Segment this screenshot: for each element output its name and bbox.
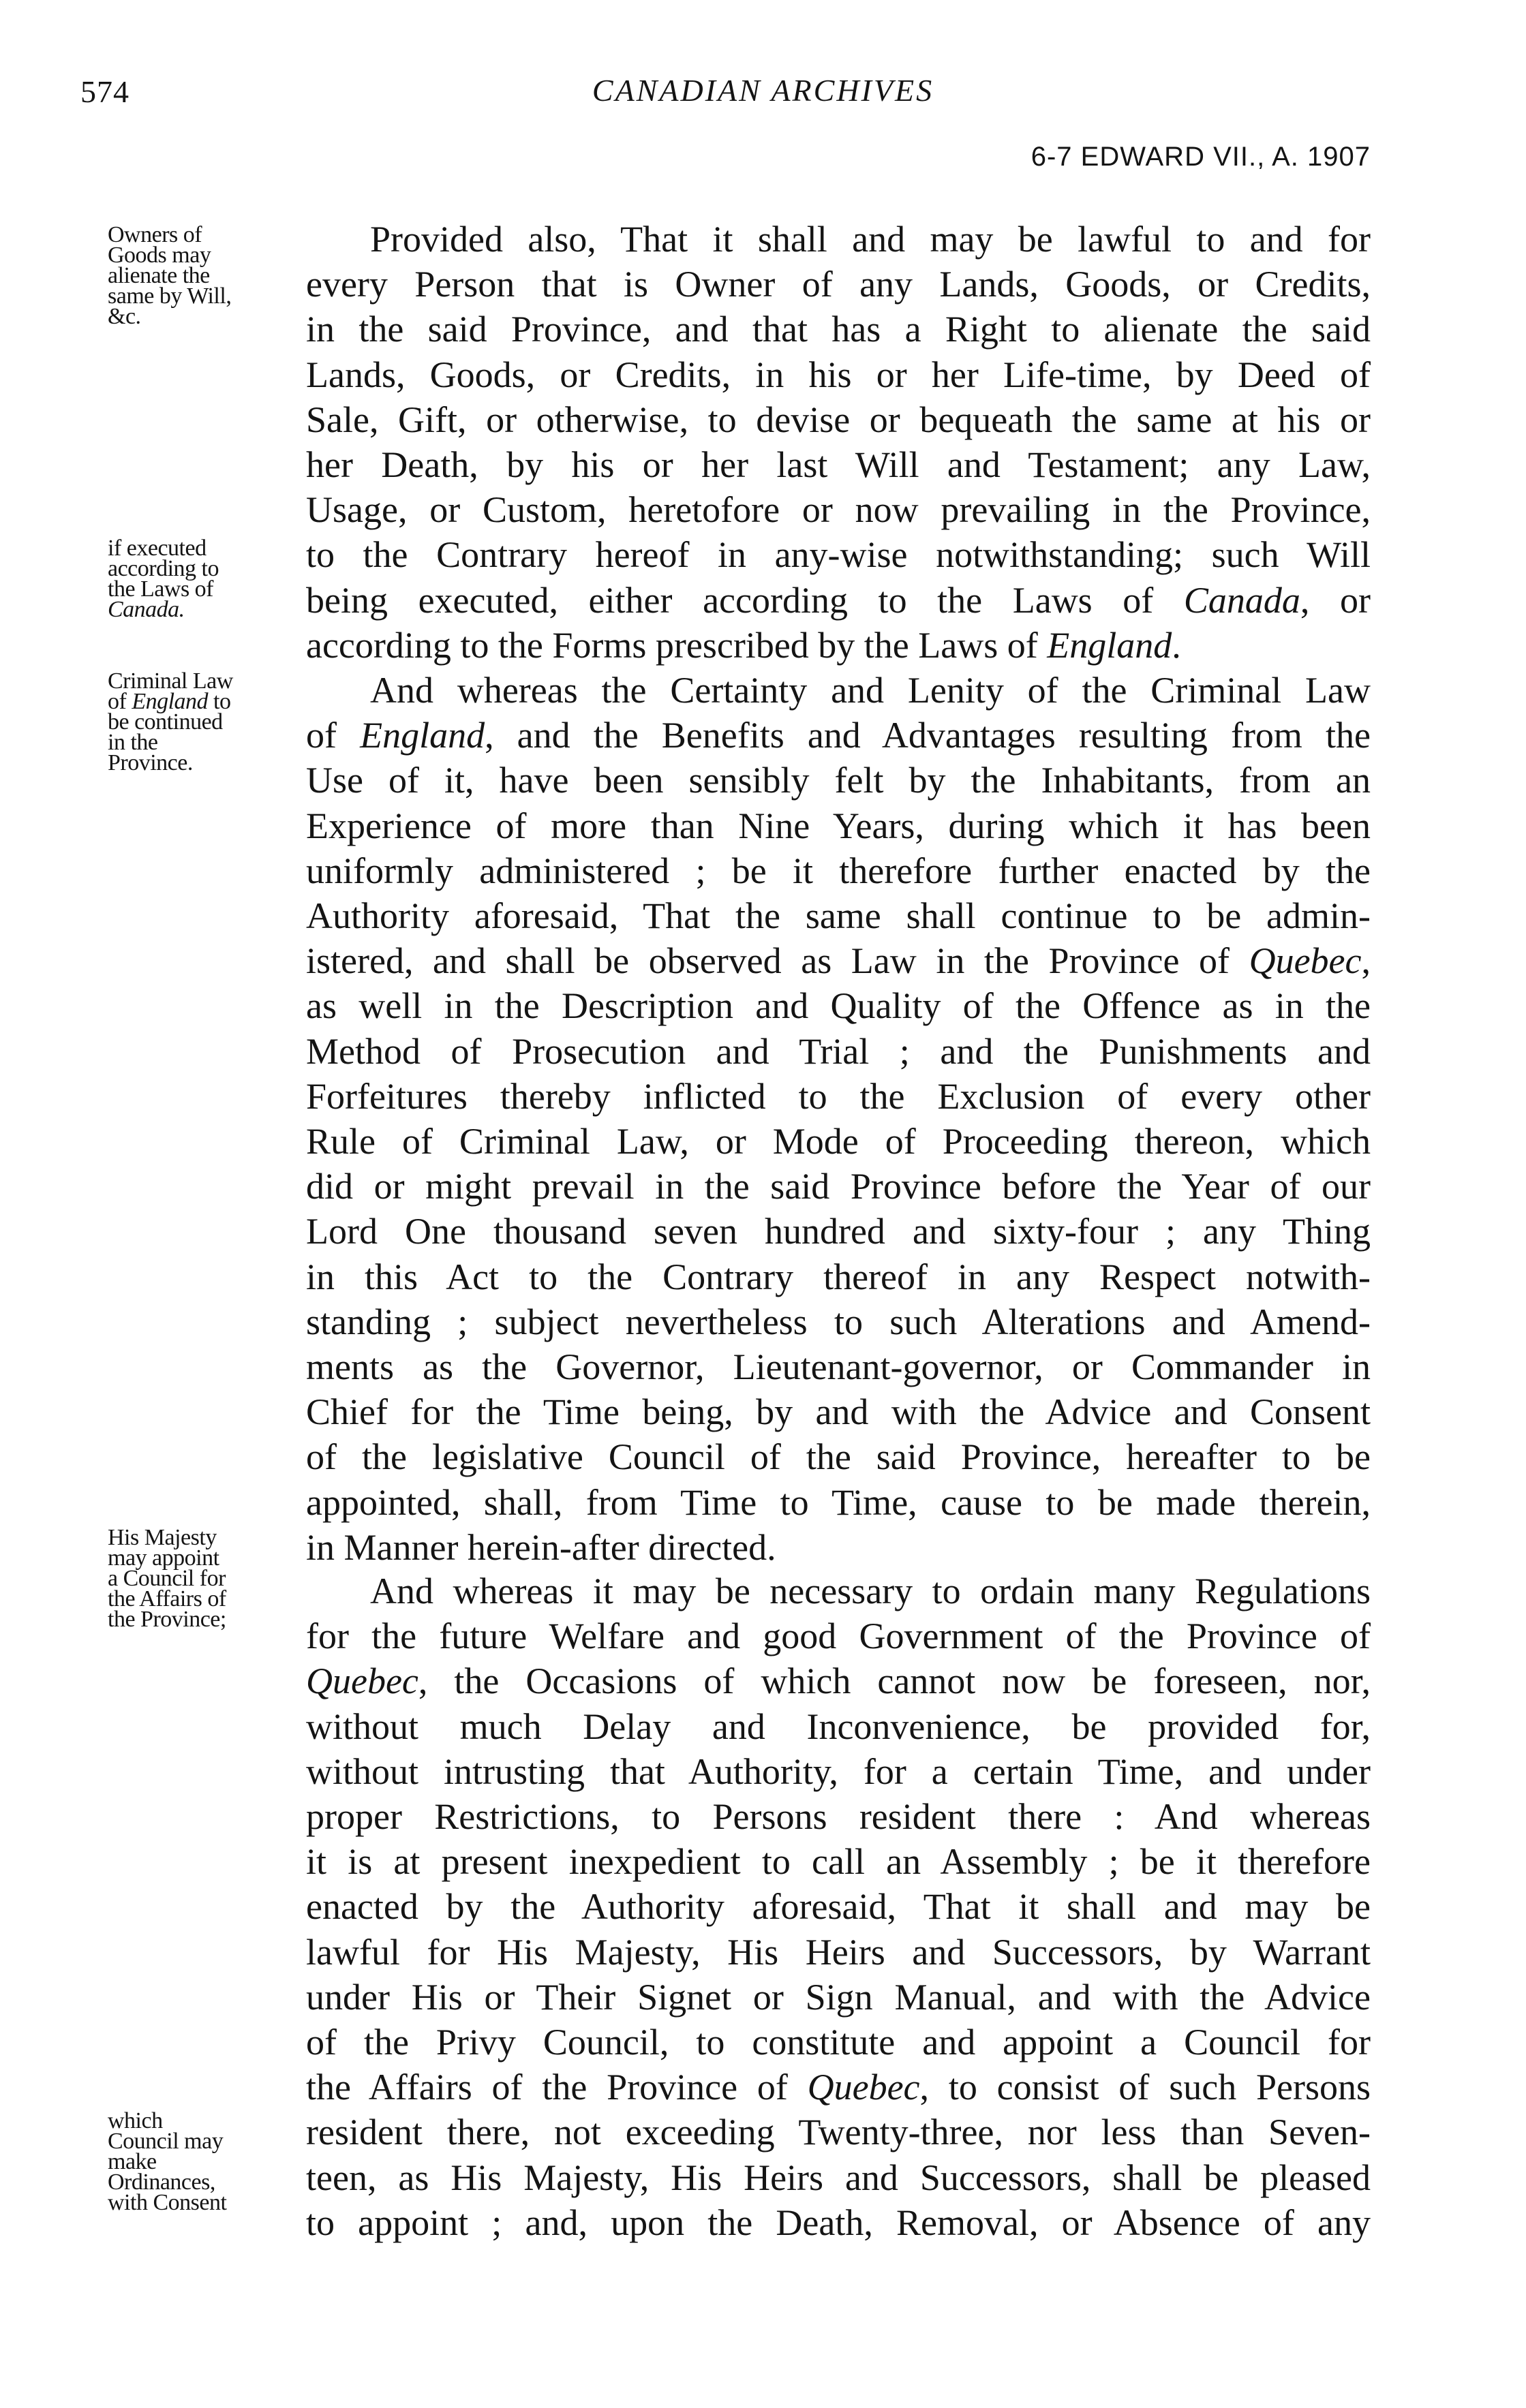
text-line: Usage, or Custom, heretofore or now prevailing in the Province,: [306, 489, 1371, 531]
text-line: resident there, not exceeding Twenty-three, nor less than Seven-: [306, 2112, 1371, 2153]
note-line: same by Will,: [108, 283, 232, 309]
note-line: &c.: [108, 304, 141, 329]
text-line: Method of Prosecution and Trial ; and the Punishments and: [306, 1030, 1371, 1072]
note-line: in the: [108, 730, 158, 755]
note-line: alienate the: [108, 263, 210, 288]
text-line: being executed, either according to the Laws of Canada, or: [306, 579, 1371, 621]
note-line: be continued: [108, 709, 223, 735]
text-line: of the legislative Council of the said Province, hereafter to be: [306, 1436, 1371, 1478]
text-line: Rule of Criminal Law, or Mode of Proceeding thereon, which: [306, 1121, 1371, 1162]
note-line: Province.: [108, 750, 193, 775]
note-line: Criminal Law: [108, 668, 233, 694]
page-number: 574: [80, 74, 129, 109]
note-line: Ordinances,: [108, 2170, 215, 2195]
margin-note-criminal-law: [108, 668, 305, 775]
note-line: if executed: [108, 536, 207, 561]
text-line: proper Restrictions, to Persons resident there : And whereas: [306, 1796, 1371, 1838]
text-line: Experience of more than Nine Years, during which it has been: [306, 805, 1371, 846]
text-line: standing ; subject nevertheless to such Alterations and Amend-: [306, 1301, 1371, 1342]
note-line: Canada.: [108, 597, 185, 622]
text-line: of England, and the Benefits and Advantages resulting from the: [306, 715, 1371, 756]
text-line: every Person that is Owner of any Lands, Goods, or Credits,: [306, 264, 1371, 305]
note-line: may appoint: [108, 1545, 219, 1571]
session-label: 6-7 EDWARD VII., A. 1907: [1031, 142, 1371, 172]
text-line: without much Delay and Inconvenience, be provided for,: [306, 1705, 1371, 1747]
text-line: And whereas it may be necessary to ordain many Regulations: [370, 1571, 1371, 1611]
text-line: of the Privy Council, to constitute and appoint a Council for: [306, 2022, 1371, 2063]
text-line: in Manner herein-after directed.: [306, 1526, 776, 1568]
text-line: Lord One thousand seven hundred and sixty-four ; any Thing: [306, 1211, 1371, 1252]
margin-note-council: [108, 2108, 305, 2215]
text-line: appointed, shall, from Time to Time, cause to be made therein,: [306, 1481, 1371, 1523]
margin-note-his-majesty: [108, 1525, 305, 1632]
paragraph-body: [306, 1569, 1371, 2245]
running-head: CANADIAN ARCHIVES: [592, 73, 934, 108]
note-line: Owners of: [108, 222, 202, 247]
text-line: her Death, by his or her last Will and Testament; any Law,: [306, 444, 1371, 486]
text-line: Sale, Gift, or otherwise, to devise or bequeath the same at his or: [306, 399, 1371, 440]
note-line: according to: [108, 556, 219, 581]
paragraph-body: [306, 668, 1371, 1570]
text-line: Provided also, That it shall and may be lawful to and for: [370, 219, 1371, 260]
text-line: without intrusting that Authority, for a certain Time, and under: [306, 1750, 1371, 1792]
margin-note-executed: [108, 538, 305, 620]
text-line: it is at present inexpedient to call an Assembly ; be it therefore: [306, 1841, 1371, 1883]
text-line: teen, as His Majesty, His Heirs and Successors, shall be pleased: [306, 2157, 1371, 2198]
note-line: with Consent: [108, 2190, 227, 2215]
text-line: to appoint ; and, upon the Death, Removal, or Absence of any: [306, 2202, 1371, 2243]
text-line: in the said Province, and that has a Right to alienate the said: [306, 309, 1371, 350]
text-line: to the Contrary hereof in any-wise notwithstanding; such Will: [306, 534, 1371, 576]
text-line: enacted by the Authority aforesaid, That it shall and may be: [306, 1886, 1371, 1928]
note-line: which: [108, 2108, 163, 2133]
note-line: the Affairs of: [108, 1586, 226, 1611]
note-line: His Majesty: [108, 1525, 217, 1550]
note-line: the Province;: [108, 1607, 226, 1632]
text-line: the Affairs of the Province of Quebec, to consist of such Persons: [306, 2067, 1371, 2108]
text-line: Chief for the Time being, by and with the Advice and Consent: [306, 1391, 1371, 1433]
text-line: Quebec, the Occasions of which cannot now be foreseen, nor,: [306, 1661, 1371, 1702]
margin-note-owners: [108, 222, 305, 329]
text-line: according to the Forms prescribed by the Laws of England.: [306, 624, 1181, 666]
text-line: istered, and shall be observed as Law in the Province of Quebec,: [306, 940, 1371, 982]
note-line: Council may: [108, 2129, 224, 2154]
paragraph-body: [306, 217, 1371, 668]
text-line: as well in the Description and Quality of the Offence as in the: [306, 985, 1371, 1027]
text-line: in this Act to the Contrary thereof in any Respect notwith-: [306, 1256, 1371, 1297]
text-line: uniformly administered ; be it therefore further enacted by the: [306, 850, 1371, 891]
text-line: lawful for His Majesty, His Heirs and Successors, by Warrant: [306, 1931, 1371, 1973]
text-line: for the future Welfare and good Government of the Province of: [306, 1616, 1371, 1657]
text-line: did or might prevail in the said Province before the Year of our: [306, 1166, 1371, 1207]
text-line: under His or Their Signet or Sign Manual, and with the Advice: [306, 1976, 1371, 2018]
text-line: Use of it, have been sensibly felt by the Inhabitants, from an: [306, 760, 1371, 801]
text-line: ments as the Governor, Lieutenant-governor, or Commander in: [306, 1346, 1371, 1388]
note-line: the Laws of: [108, 576, 214, 602]
text-line: And whereas the Certainty and Lenity of the Criminal Law: [370, 670, 1371, 711]
note-line: of England to: [108, 689, 231, 714]
text-line: Lands, Goods, or Credits, in his or her Life-time, by Deed of: [306, 354, 1371, 395]
note-line: make: [108, 2149, 157, 2174]
text-line: Forfeitures thereby inflicted to the Exclusion of every other: [306, 1075, 1371, 1117]
note-line: Goods may: [108, 243, 211, 268]
note-line: a Council for: [108, 1566, 226, 1591]
text-line: Authority aforesaid, That the same shall continue to be admin-: [306, 895, 1371, 937]
